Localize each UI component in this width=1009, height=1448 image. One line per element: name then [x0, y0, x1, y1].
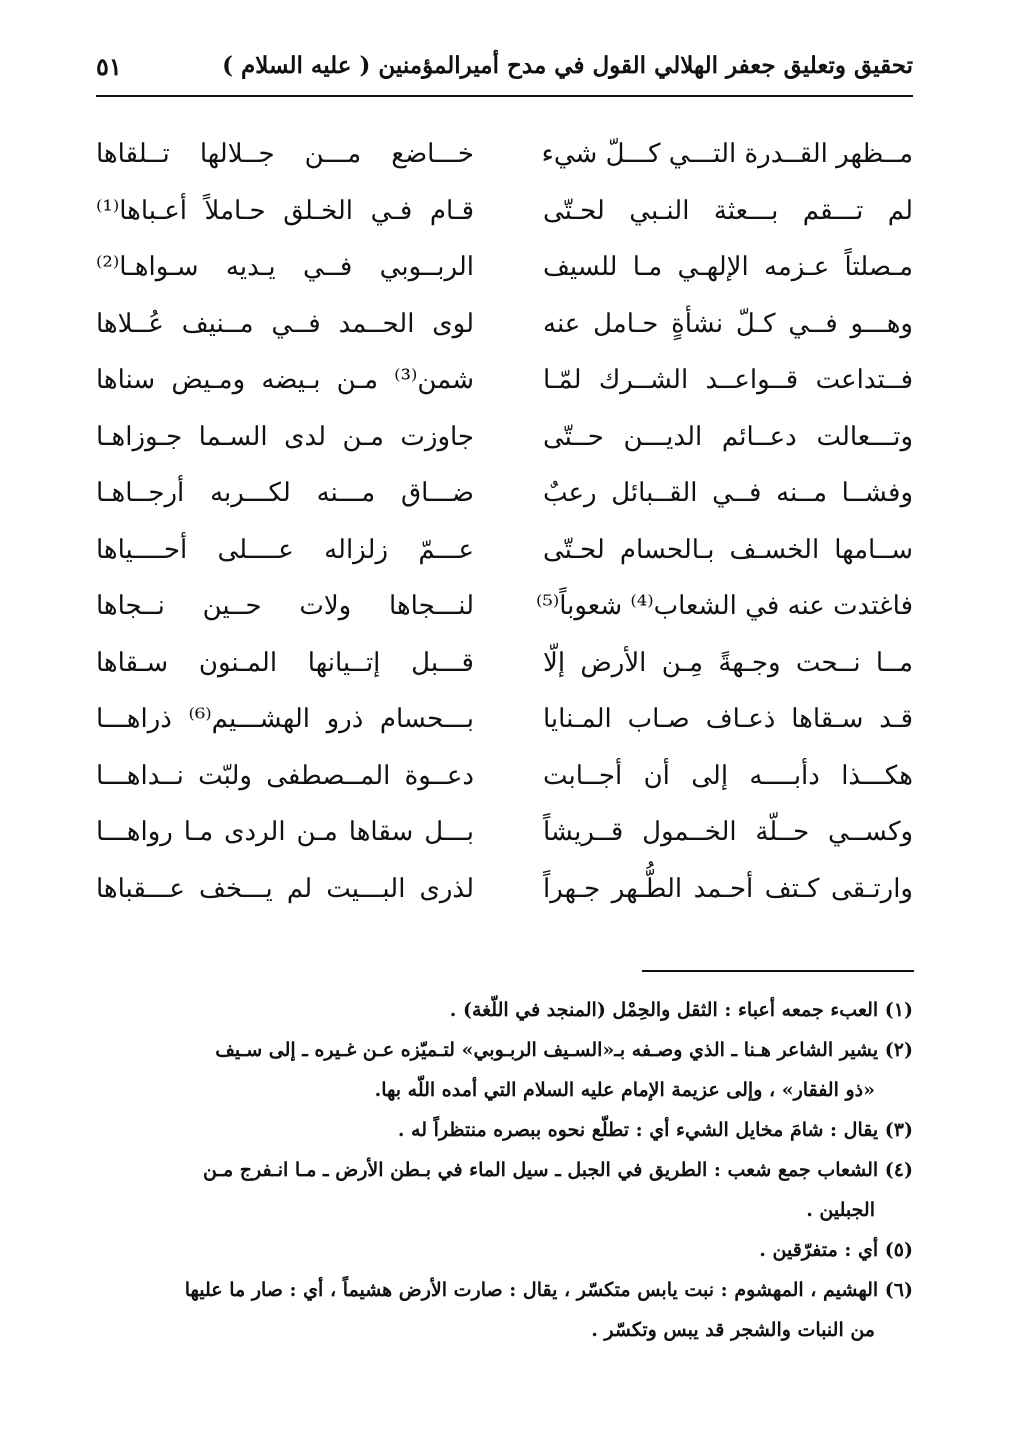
verse-line [96, 469, 913, 526]
verse-second-hemistich: عـــمّ زلزاله عــــلى أحــــياها [96, 534, 474, 565]
verse-line [96, 130, 913, 187]
verse-second-hemistich: جاوزت مـن لدى السـما جـوزاهـا [96, 421, 474, 452]
verse-first-hemistich: مـصلتاً عـزمه الإلهـي مـا للسيف [543, 252, 913, 282]
verse-first-hemistich: وهـــو فــي كـلّ نشأةٍ حـامل عنه [543, 308, 913, 339]
verse-line [96, 752, 913, 809]
verse-second-hemistich: بـــحسام ذرو الهشـــيم⁽⁶⁾ ذراهـــا [96, 704, 474, 734]
verse-second-hemistich: خـــاضع مـــن جــلالها تــلقاها [96, 139, 474, 169]
header-divider [96, 95, 913, 97]
footnote-continuation: «ذو الفقار» ، وإلى عزيمة الإمام عليه السلام التي أمده اللّه بها. [374, 1079, 875, 1101]
verse-line [96, 356, 913, 413]
poem [96, 130, 913, 921]
verse-first-hemistich: وكســي حــلّة الخــمول قــريشاً [543, 817, 913, 847]
verse-line [96, 808, 913, 865]
verse-first-hemistich: فــتداعت قــواعــد الشــرك لمّـا [543, 365, 913, 395]
verse-line [96, 526, 913, 583]
verse-first-hemistich: وارتـقى كـتف أحـمد الطُّـهر جـهراً [543, 873, 913, 904]
verse-line [96, 413, 913, 470]
verse-first-hemistich: مــا نــحت وجـهةً مِـن الأرض إلّا [543, 647, 913, 678]
verse-second-hemistich: لنـــجاها ولات حــين نــجاها [96, 591, 474, 621]
footnote-divider [642, 970, 914, 972]
verse-first-hemistich: وفشــا مــنه فــي القــبائل رعبٌ [543, 478, 913, 508]
verse-line [96, 865, 913, 922]
verse-first-hemistich: ســامها الخسـف بـالحسام لحـتّى [543, 534, 913, 565]
footnote: (٤) الشعاب جمع شعب : الطريق في الجبل ـ سيل الماء في بـطن الأرض ـ مـا انـفرج مـن [202, 1159, 913, 1181]
verse-second-hemistich: لوى الحــمد فــي مــنيف عُــلاها [96, 308, 474, 339]
page-number: ٥١ [96, 52, 122, 81]
verse-first-hemistich: مــظهر القــدرة التـــي كـــلّ شيء [541, 139, 913, 169]
verse-second-hemistich: لذرى البـــيت لم يـــخف عـــقباها [96, 873, 474, 904]
footnote-continuation: الجبلين . [806, 1199, 875, 1221]
verse-second-hemistich: الربــوبي فــي يـديه سـواهـا⁽²⁾ [96, 252, 474, 282]
footnote: (١) العبء جمعه أعباء : الثقل والحِمْل (المنجد في اللّغة) . [449, 999, 913, 1021]
verse-first-hemistich: هكـــذا دأبــــه إلى أن أجــابت [543, 760, 913, 791]
running-title: تحقيق وتعليق جعفر الهلالي القول في مدح أميرالمؤمنين ( عليه السلام ) [222, 52, 913, 79]
footnote: (٣) يقال : شامَ مخايل الشيء أي : تطلّع نحوه ببصره منتظراً له . [397, 1119, 913, 1141]
verse-first-hemistich: لم تـــقم بـــعثة النـبي لحـتّى [543, 195, 913, 226]
verse-second-hemistich: دعــوة المــصطفى ولبّت نــداهـــا [96, 760, 474, 791]
verse-second-hemistich: قـــبل إتــيانها المـنون سـقاها [96, 647, 474, 678]
verse-line [96, 639, 913, 696]
verse-line [96, 582, 913, 639]
verse-line [96, 187, 913, 244]
verse-second-hemistich: قـام فـي الخـلق حـاملاً أعـباها⁽¹⁾ [96, 195, 474, 226]
verse-line [96, 300, 913, 357]
verse-first-hemistich: فاغتدت عنه في الشعاب⁽⁴⁾ شعوباً⁽⁵⁾ [535, 591, 913, 621]
page-header [96, 44, 913, 92]
footnotes [96, 990, 913, 1350]
footnote: (٢) يشير الشاعر هـنا ـ الذي وصـفه بـ«السـيف الربـوبي» لتـميّزه عـن غـيره ـ إلى سـيف [215, 1039, 913, 1061]
verse-second-hemistich: بـــل سقاها مـن الردى مـا رواهـــا [96, 817, 474, 847]
verse-second-hemistich: شمن⁽³⁾ مـن بـيضه ومـيض سناها [96, 365, 474, 395]
verse-line [96, 695, 913, 752]
verse-first-hemistich: قـد سـقاها ذعـاف صـاب المـنايا [543, 704, 913, 734]
footnote: (٦) الهشيم ، المهشوم : نبت يابس متكسّر ، يقال : صارت الأرض هشيماً ، أي : صار ما عليها [184, 1279, 913, 1301]
verse-line [96, 243, 913, 300]
footnote: (٥) أي : متفرّقين . [759, 1239, 913, 1261]
footnote-continuation: من النبات والشجر قد يبس وتكسّر . [591, 1319, 875, 1341]
verse-second-hemistich: ضـــاق مـــنه لكـــربه أرجــاهـا [96, 478, 474, 508]
verse-first-hemistich: وتـــعالت دعــائم الديـــن حــتّى [543, 421, 913, 452]
